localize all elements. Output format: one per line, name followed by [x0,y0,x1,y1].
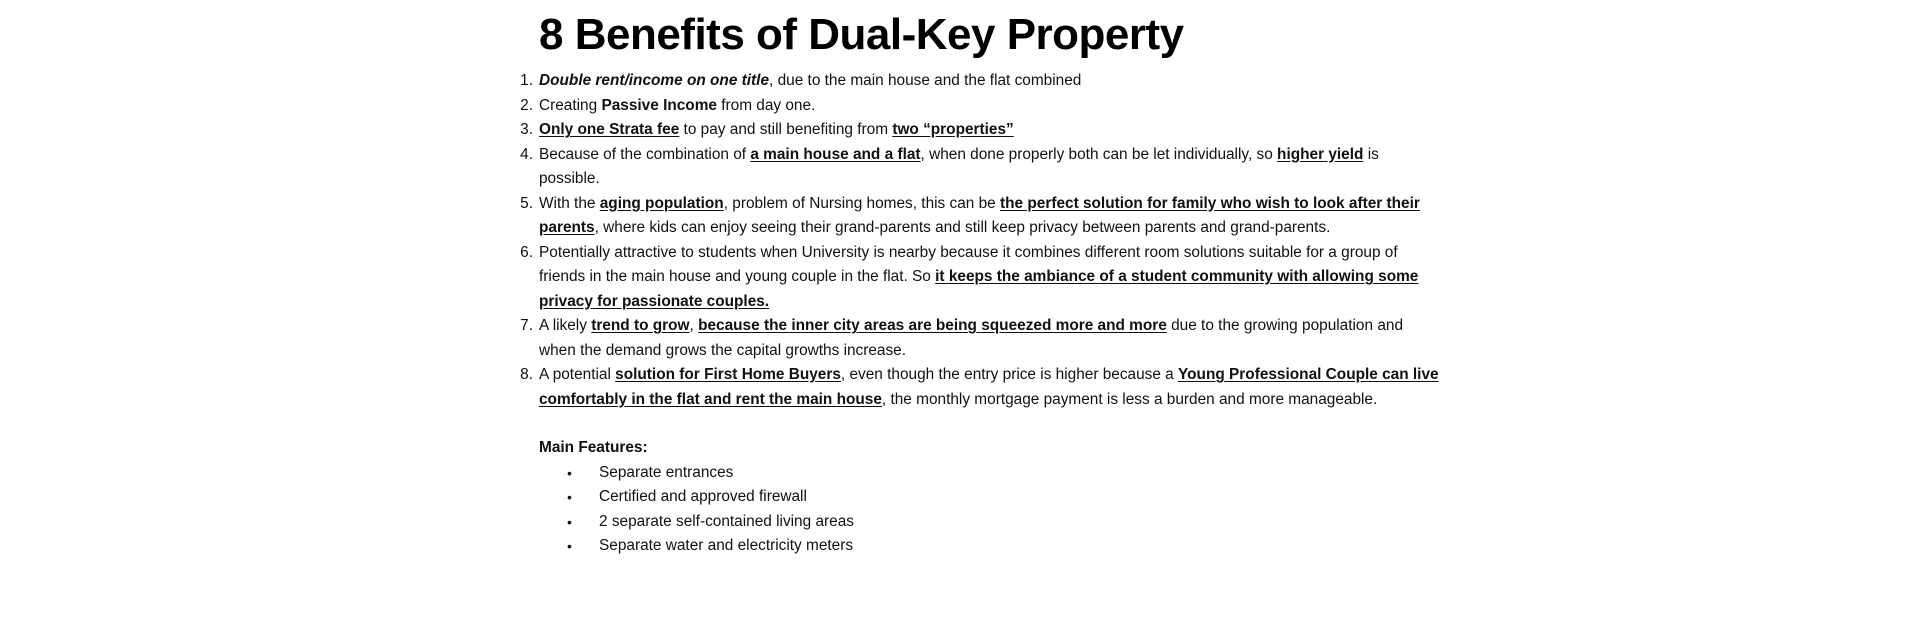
benefit-text-segment: Creating [539,96,602,114]
benefit-item [509,118,1439,143]
emphasized-text: because the inner city areas are being squeezed more and more [698,317,1167,334]
emphasized-text: Young Professional Couple can live comfortably in the flat and rent the main house [539,366,1439,408]
emphasized-text: a main house and a flat [750,145,921,163]
benefit-text [539,195,1420,237]
benefit-text-segment: With the [539,194,600,212]
benefit-text-segment: A potential [539,366,616,383]
benefit-text-segment: to pay and still benefiting from [679,121,893,138]
benefit-text-segment: , due to the main house and the flat combined [769,72,1082,89]
feature-text: Certified and approved firewall [599,488,807,505]
benefit-number: 3. [520,121,533,138]
emphasized-text: it keeps the ambiance of a student community with allowing some privacy for passionate couples. [539,268,1419,310]
benefit-number: 4. [520,145,533,163]
feature-text: 2 separate self-contained living areas [599,512,854,530]
bullet-icon: • [567,489,572,505]
benefit-item [509,314,1439,363]
benefit-text-segment: , [689,317,699,334]
emphasized-text: Only one Strata fee [539,121,680,138]
bullet-icon: • [567,464,572,481]
benefit-text-segment: Because of the combination of [539,145,751,163]
feature-item [509,485,1439,510]
feature-item [509,461,1439,486]
benefit-item [509,143,1439,192]
benefit-text-segment: , the monthly mortgage payment is less a burden and more manageable. [881,390,1378,408]
features-heading: Main Features: [539,439,648,456]
benefit-number: 7. [520,317,533,334]
emphasized-text: Double rent/income on one title [539,72,770,89]
emphasized-text: higher yield [1277,145,1364,163]
benefit-text-segment: , when done properly both can be let individually, so [920,145,1278,163]
benefit-number: 2. [520,96,533,114]
benefit-text-segment: Potentially attractive to students when University is nearby because it combines different room solutions suitable for a group of friends in the main house and young couple in the flat. So [539,243,1398,285]
features-list [509,461,1439,559]
benefit-text-segment: , even though the entry price is higher because a [840,366,1179,383]
benefit-text-segment: due to the growing population and when the demand grows the capital growths increase. [539,317,1404,359]
benefit-text [539,244,1418,310]
benefit-text-segment: , problem of Nursing homes, this can be [723,194,1001,212]
benefit-number: 8. [520,366,533,383]
benefit-text [539,97,815,114]
benefit-text-segment: from day one. [716,96,816,114]
page-title: 8 Benefits of Dual-Key Property [539,10,1184,59]
benefit-text-segment: , where kids can enjoy seeing their grand-parents and still keep privacy between parents and grand-parents. [594,219,1331,236]
benefit-text-segment: A likely [539,317,592,334]
benefit-text-segment: is possible. [539,145,1379,187]
emphasized-text: solution for First Home Buyers [615,366,841,383]
feature-text: Separate entrances [599,463,734,481]
benefit-text [539,366,1439,408]
benefit-item [509,69,1439,94]
benefit-number: 1. [520,72,533,89]
bullet-icon: • [567,513,572,530]
benefit-number: 5. [520,194,533,212]
benefit-text [539,146,1379,188]
benefit-text [539,121,1014,138]
benefit-item [509,363,1439,412]
emphasized-text: aging population [599,194,724,212]
feature-text: Separate water and electricity meters [599,537,854,554]
benefit-text [539,72,1081,89]
bullet-icon: • [567,538,572,554]
benefit-number: 6. [520,243,533,261]
benefit-item [509,241,1439,315]
benefits-list [509,69,1439,412]
document-page [509,4,1439,559]
emphasized-text: Passive Income [601,96,717,114]
feature-item [509,534,1439,559]
feature-item [509,510,1439,535]
benefit-item [509,192,1439,241]
benefit-item [509,94,1439,119]
emphasized-text: trend to grow [591,317,690,334]
emphasized-text: the perfect solution for family who wish to look after their parents [539,194,1420,236]
emphasized-text: two “properties” [892,121,1014,138]
benefit-text [539,317,1403,359]
